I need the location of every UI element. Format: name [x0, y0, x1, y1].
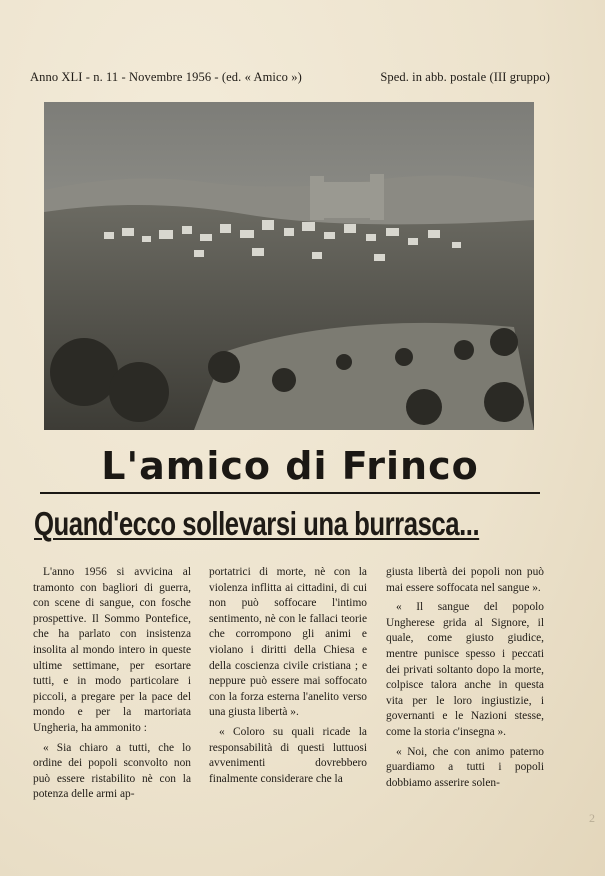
paragraph: « Noi, che con animo paterno guardiamo a tutti i popoli dobbiamo asserire solen-: [386, 745, 544, 789]
landscape-photo-icon: [44, 102, 534, 430]
issue-header: [30, 70, 550, 88]
paragraph: portatrici di morte, nè con la violenza inflitta ai cittadini, di cui non può soffocare l'intimo sentimento, nè con le fallaci teorie che corrompono gli animi e violano i diritti della Chiesa e della coscienza civile cristiana ; e neppure può essere mai soffocato con la forza esterna l'anelito verso una giusta libertà ».: [209, 566, 367, 719]
article-column-1: [33, 565, 191, 803]
page-number: 2: [589, 811, 595, 825]
paragraph: « Coloro su quali ricade la responsabilità di questi luttuosi avvenimenti dovrebbero finalmente considerare che la: [209, 725, 367, 785]
paragraph: « Sia chiaro a tutti, che lo ordine dei popoli sconvolto non può essere ristabilito nè con la potenza delle armi ap-: [33, 741, 191, 801]
paragraph: L'anno 1956 si avvicina al tramonto con bagliori di guerra, con scene di sangue, con fosche prospettive. Il Sommo Pontefice, che ha parlato con insistenza insolita al mondo intero in queste ultime settimane, per esortare tutti, e in modo particolare i piccoli, a pregare per la pace del mondo e per la martoriata Ungheria, ha ammonito :: [33, 566, 191, 734]
landscape-photo: [44, 102, 534, 430]
article-column-2: [209, 565, 367, 787]
masthead-title: L'amico di Frinco: [101, 444, 479, 488]
article-column-3: [386, 565, 544, 791]
paragraph: « Il sangue del popolo Ungherese grida al Signore, il quale, come giusto giudice, mentre punisce spesso i peccati dei privati soltanto dopo la morte, colpisce talora anche in questa vita per le loro ingiustizie, i governanti e le Nazioni stesse, come la storia c'insegna ».: [386, 601, 544, 738]
masthead-rule: [40, 492, 540, 494]
article-headline: Quand'ecco sollevarsi una burrasca...: [34, 505, 480, 542]
paragraph: giusta libertà dei popoli non può mai essere soffocata nel sangue ».: [386, 566, 544, 594]
postal-info: Sped. in abb. postale (III gruppo): [380, 70, 550, 84]
issue-info: Anno XLI - n. 11 - Novembre 1956 - (ed. « Amico »): [30, 70, 302, 84]
